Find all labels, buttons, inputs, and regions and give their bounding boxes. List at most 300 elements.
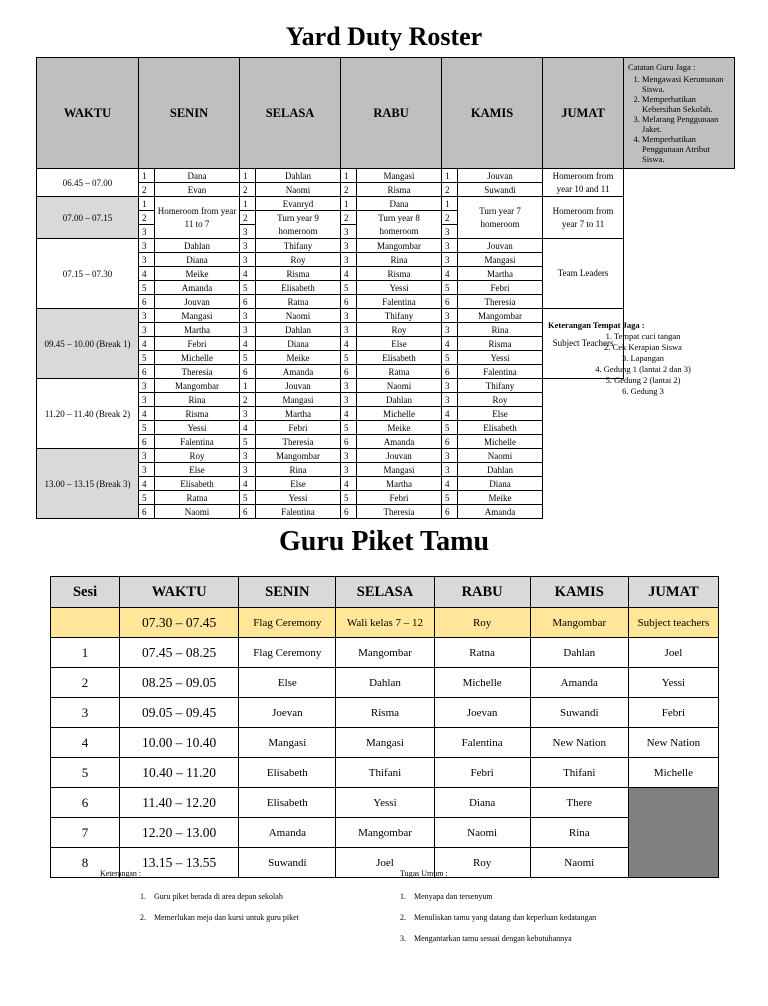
- teacher-name: Michelle: [357, 407, 442, 421]
- guest-duty-table: [50, 576, 719, 878]
- session-number: 7: [51, 818, 120, 848]
- location-number: 3: [442, 463, 458, 477]
- location-number: 1: [442, 169, 458, 183]
- location-item: 4. Gedung 1 (lantai 2 dan 3): [595, 364, 691, 374]
- guard-notes-list: [628, 74, 730, 164]
- location-number: 4: [240, 477, 256, 491]
- teacher-name: Mangasi: [357, 169, 442, 183]
- teacher-name: Dahlan: [458, 463, 543, 477]
- location-item: 1. Tempat cuci tangan: [605, 331, 681, 341]
- teacher-name: Yessi: [357, 281, 442, 295]
- teacher-name: Elisabeth: [155, 477, 240, 491]
- tugas-item: [400, 913, 596, 923]
- roster-row: [37, 183, 735, 197]
- teacher-name: Amanda: [458, 505, 543, 519]
- teacher-name: Dana: [155, 169, 240, 183]
- location-number: 2: [139, 211, 155, 225]
- teacher-name: Michelle: [458, 435, 543, 449]
- duty-teacher: Flag Ceremony: [239, 608, 336, 638]
- duty-teacher: Mangasi: [239, 728, 336, 758]
- teacher-name: Jouvan: [357, 449, 442, 463]
- teacher-name: Roy: [357, 323, 442, 337]
- location-number: 1: [240, 169, 256, 183]
- location-number: 6: [442, 435, 458, 449]
- location-number: 5: [341, 351, 357, 365]
- keterangan-item: [140, 913, 299, 923]
- teacher-name: Mangombar: [256, 449, 341, 463]
- location-number: 3: [240, 449, 256, 463]
- teacher-name: Naomi: [155, 505, 240, 519]
- session-time: 09.05 – 09.45: [120, 698, 239, 728]
- teacher-name: Martha: [155, 323, 240, 337]
- teacher-name: Jouvan: [458, 169, 543, 183]
- session-time: 07.45 – 08.25: [120, 638, 239, 668]
- duty-teacher: Michelle: [628, 758, 718, 788]
- location-number: 5: [442, 491, 458, 505]
- teacher-name: Dahlan: [256, 323, 341, 337]
- jumat-cell: Homeroom from year 10 and 11: [543, 169, 624, 197]
- header-selasa: SELASA: [240, 58, 341, 169]
- location-number: 5: [240, 491, 256, 505]
- duty-teacher: Thifani: [530, 758, 628, 788]
- teacher-name: Roy: [155, 449, 240, 463]
- duty-teacher: Suwandi: [239, 848, 336, 878]
- location-number: 3: [341, 253, 357, 267]
- item-text: Memerlukan meja dan kursi untuk guru piket: [154, 913, 299, 922]
- notes-title: Keterangan :: [100, 869, 142, 878]
- roster-row: [37, 267, 735, 281]
- tugas-item: [400, 892, 596, 902]
- location-number: 6: [341, 505, 357, 519]
- teacher-name: Turn year 7 homeroom: [458, 197, 543, 239]
- piket-header-cell: SELASA: [336, 577, 434, 608]
- location-number: 2: [240, 183, 256, 197]
- header-waktu: WAKTU: [37, 58, 139, 169]
- teacher-name: Naomi: [357, 379, 442, 393]
- location-number: 6: [139, 295, 155, 309]
- session-time: 08.25 – 09.05: [120, 668, 239, 698]
- teacher-name: Febri: [458, 281, 543, 295]
- teacher-name: Amanda: [357, 435, 442, 449]
- duty-teacher: Elisabeth: [239, 788, 336, 818]
- piket-header-cell: WAKTU: [120, 577, 239, 608]
- teacher-name: Mangombar: [357, 239, 442, 253]
- roster-time-cell: 11.20 – 11.40 (Break 2): [37, 379, 139, 449]
- teacher-name: Mangasi: [458, 253, 543, 267]
- duty-teacher: There: [530, 788, 628, 818]
- session-time: 13.15 – 13.55: [120, 848, 239, 878]
- teacher-name: Else: [155, 463, 240, 477]
- teacher-name: Risma: [458, 337, 543, 351]
- session-time: 12.20 – 13.00: [120, 818, 239, 848]
- roster-time-cell: 09.45 – 10.00 (Break 1): [37, 309, 139, 379]
- teacher-name: Dahlan: [357, 393, 442, 407]
- location-number: 3: [341, 225, 357, 239]
- location-number: 3: [139, 253, 155, 267]
- teacher-name: Meike: [357, 421, 442, 435]
- teacher-name: Ratna: [155, 491, 240, 505]
- guard-note-item: 1. Mengawasi Kerumunan Siswa.: [642, 74, 730, 94]
- teacher-name: Falentina: [357, 295, 442, 309]
- location-number: 3: [139, 463, 155, 477]
- yard-duty-roster-table: [36, 57, 735, 519]
- general-tasks-section: [400, 869, 596, 955]
- teacher-name: Amanda: [256, 365, 341, 379]
- piket-row: [51, 638, 719, 668]
- location-number: 3: [139, 309, 155, 323]
- location-number: 6: [139, 435, 155, 449]
- session-number: 1: [51, 638, 120, 668]
- location-number: 4: [442, 267, 458, 281]
- teacher-name: Yessi: [458, 351, 543, 365]
- header-senin: SENIN: [139, 58, 240, 169]
- location-number: 1: [442, 197, 458, 211]
- duty-teacher: Rina: [530, 818, 628, 848]
- duty-teacher: New Nation: [530, 728, 628, 758]
- teacher-name: Mangombar: [155, 379, 240, 393]
- location-number: 1: [139, 169, 155, 183]
- location-number: 5: [341, 421, 357, 435]
- location-number: 3: [139, 393, 155, 407]
- teacher-name: Diana: [256, 337, 341, 351]
- teacher-name: Suwandi: [458, 183, 543, 197]
- location-number: 2: [442, 183, 458, 197]
- tugas-item: [400, 934, 596, 944]
- teacher-name: Evan: [155, 183, 240, 197]
- location-number: 2: [139, 183, 155, 197]
- notes-section: [100, 869, 299, 934]
- location-number: 4: [442, 337, 458, 351]
- location-number: 5: [240, 281, 256, 295]
- teacher-name: Mangasi: [256, 393, 341, 407]
- teacher-name: Mangombar: [458, 309, 543, 323]
- roster-row: [37, 239, 735, 253]
- location-number: 3: [442, 309, 458, 323]
- location-number: 3: [341, 323, 357, 337]
- location-number: 2: [341, 183, 357, 197]
- location-item: 5. Gedung 2 (lantai 2): [605, 375, 681, 385]
- item-text: Menyapa dan tersenyum: [414, 892, 493, 901]
- teacher-name: Meike: [155, 267, 240, 281]
- location-number: 5: [240, 351, 256, 365]
- item-number: 1.: [140, 892, 146, 901]
- duty-teacher: Flag Ceremony: [239, 638, 336, 668]
- location-number: 2: [240, 393, 256, 407]
- location-number: 1: [240, 379, 256, 393]
- location-number: 6: [240, 505, 256, 519]
- teacher-name: Theresia: [458, 295, 543, 309]
- location-number: 3: [240, 253, 256, 267]
- teacher-name: Theresia: [155, 365, 240, 379]
- duty-teacher: Febri: [434, 758, 530, 788]
- session-time: 10.40 – 11.20: [120, 758, 239, 788]
- session-number: 3: [51, 698, 120, 728]
- duty-teacher: Mangombar: [336, 818, 434, 848]
- duty-teacher: Amanda: [239, 818, 336, 848]
- blocked-cell: [628, 788, 718, 878]
- piket-header-row: [51, 577, 719, 608]
- location-number: 4: [341, 267, 357, 281]
- location-number: 6: [139, 505, 155, 519]
- empty-cell: [624, 449, 735, 519]
- empty-cell: [543, 449, 624, 519]
- location-number: 3: [442, 393, 458, 407]
- location-number: 4: [442, 477, 458, 491]
- location-number: 5: [240, 435, 256, 449]
- teacher-name: Febri: [155, 337, 240, 351]
- location-number: 1: [341, 169, 357, 183]
- location-number: 1: [240, 197, 256, 211]
- teacher-name: Turn year 9 homeroom: [256, 211, 341, 239]
- location-number: 3: [139, 239, 155, 253]
- teacher-name: Roy: [458, 393, 543, 407]
- duty-teacher: Wali kelas 7 – 12: [336, 608, 434, 638]
- location-number: 4: [139, 267, 155, 281]
- location-number: 3: [341, 309, 357, 323]
- keterangan-item: [140, 892, 299, 902]
- duty-teacher: New Nation: [628, 728, 718, 758]
- teacher-name: Diana: [458, 477, 543, 491]
- location-number: 3: [341, 239, 357, 253]
- piket-row: [51, 758, 719, 788]
- teacher-name: Risma: [357, 267, 442, 281]
- guard-notes: [624, 58, 735, 169]
- teacher-name: Febri: [357, 491, 442, 505]
- teacher-name: Rina: [458, 323, 543, 337]
- location-number: 3: [240, 225, 256, 239]
- teacher-name: Mangasi: [155, 309, 240, 323]
- item-number: 3.: [400, 934, 406, 943]
- guard-note-item: 3. Melarang Penggunaan Jaket.: [642, 114, 730, 134]
- location-number: 4: [139, 407, 155, 421]
- roster-time-cell: 07.00 – 07.15: [37, 197, 139, 239]
- location-number: 3: [341, 379, 357, 393]
- duty-teacher: Naomi: [530, 848, 628, 878]
- location-number: 3: [139, 323, 155, 337]
- duty-teacher: Else: [239, 668, 336, 698]
- teacher-name: Martha: [357, 477, 442, 491]
- duty-teacher: Joevan: [434, 698, 530, 728]
- location-number: 5: [139, 281, 155, 295]
- piket-row: [51, 788, 719, 818]
- location-number: 5: [442, 421, 458, 435]
- piket-header-cell: RABU: [434, 577, 530, 608]
- piket-row: [51, 698, 719, 728]
- location-number: 3: [442, 253, 458, 267]
- piket-header-cell: JUMAT: [628, 577, 718, 608]
- jumat-cell: Team Leaders: [543, 239, 624, 309]
- roster-header-row: [37, 58, 735, 169]
- jumat-cell: Homeroom from year 7 to 11: [543, 197, 624, 239]
- location-number: 5: [139, 491, 155, 505]
- guard-note-item: 4. Memperhatikan Penggunaan Atribut Siswa.: [642, 134, 730, 164]
- teacher-name: Evanryd: [256, 197, 341, 211]
- duty-teacher: Amanda: [530, 668, 628, 698]
- location-number: 2: [442, 211, 458, 225]
- location-number: 6: [240, 295, 256, 309]
- location-number: 3: [341, 463, 357, 477]
- header-kamis: KAMIS: [442, 58, 543, 169]
- piket-title: Guru Piket Tamu: [278, 526, 490, 557]
- duty-teacher: Joel: [336, 848, 434, 878]
- teacher-name: Rina: [155, 393, 240, 407]
- location-number: 1: [341, 197, 357, 211]
- location-number: 4: [139, 477, 155, 491]
- notes-list: [100, 892, 299, 923]
- session-time: 11.40 – 12.20: [120, 788, 239, 818]
- teacher-name: Martha: [458, 267, 543, 281]
- duty-teacher: Diana: [434, 788, 530, 818]
- location-item: 2. Cek Kerapian Siswa: [604, 342, 682, 352]
- teacher-name: Theresia: [256, 435, 341, 449]
- location-legend: [548, 320, 738, 397]
- duty-teacher: Joel: [628, 638, 718, 668]
- teacher-name: Turn year 8 homeroom: [357, 211, 442, 239]
- location-number: 5: [341, 491, 357, 505]
- piket-row: [51, 608, 719, 638]
- teacher-name: Meike: [256, 351, 341, 365]
- guard-notes-title: Catatan Guru Jaga :: [628, 62, 696, 72]
- session-number: 8: [51, 848, 120, 878]
- session-number: 6: [51, 788, 120, 818]
- location-number: 4: [240, 421, 256, 435]
- location-number: 3: [442, 323, 458, 337]
- duty-teacher: Subject teachers: [628, 608, 718, 638]
- teacher-name: Homeroom from year 11 to 7: [155, 197, 240, 239]
- session-time: 07.30 – 07.45: [120, 608, 239, 638]
- location-number: 4: [341, 337, 357, 351]
- location-number: 3: [139, 225, 155, 239]
- location-number: 6: [442, 505, 458, 519]
- session-number: 4: [51, 728, 120, 758]
- teacher-name: Rina: [357, 253, 442, 267]
- location-number: 2: [341, 211, 357, 225]
- teacher-name: Mangasi: [357, 463, 442, 477]
- roster-row: [37, 295, 735, 309]
- piket-row: [51, 668, 719, 698]
- location-legend-title: Keterangan Tempat Jaga :: [548, 320, 645, 330]
- location-number: 6: [139, 365, 155, 379]
- teacher-name: Elisabeth: [458, 421, 543, 435]
- roster-row: [37, 281, 735, 295]
- teacher-name: Risma: [256, 267, 341, 281]
- roster-row: [37, 169, 735, 183]
- piket-header-cell: SENIN: [239, 577, 336, 608]
- teacher-name: Else: [256, 477, 341, 491]
- teacher-name: Dahlan: [256, 169, 341, 183]
- location-number: 3: [442, 239, 458, 253]
- teacher-name: Else: [357, 337, 442, 351]
- teacher-name: Theresia: [357, 505, 442, 519]
- location-number: 6: [442, 365, 458, 379]
- location-number: 4: [240, 337, 256, 351]
- duty-teacher: Thifani: [336, 758, 434, 788]
- piket-row: [51, 728, 719, 758]
- teacher-name: Falentina: [458, 365, 543, 379]
- teacher-name: Ratna: [357, 365, 442, 379]
- teacher-name: Elisabeth: [357, 351, 442, 365]
- duty-teacher: Yessi: [628, 668, 718, 698]
- teacher-name: Martha: [256, 407, 341, 421]
- piket-row: [51, 818, 719, 848]
- location-number: 5: [442, 351, 458, 365]
- teacher-name: Jouvan: [256, 379, 341, 393]
- teacher-name: Naomi: [458, 449, 543, 463]
- general-tasks-list: [400, 892, 596, 944]
- header-rabu: RABU: [341, 58, 442, 169]
- roster-time-cell: 07.15 – 07.30: [37, 239, 139, 309]
- duty-teacher: Suwandi: [530, 698, 628, 728]
- location-number: 6: [240, 365, 256, 379]
- teacher-name: Yessi: [256, 491, 341, 505]
- teacher-name: Amanda: [155, 281, 240, 295]
- location-number: 3: [341, 393, 357, 407]
- item-number: 2.: [140, 913, 146, 922]
- location-number: 4: [341, 407, 357, 421]
- location-number: 3: [442, 225, 458, 239]
- teacher-name: Else: [458, 407, 543, 421]
- general-tasks-title: Tugas Umum :: [400, 869, 448, 878]
- teacher-name: Thifany: [256, 239, 341, 253]
- piket-header-cell: KAMIS: [530, 577, 628, 608]
- teacher-name: Thifany: [458, 379, 543, 393]
- teacher-name: Ratna: [256, 295, 341, 309]
- teacher-name: Thifany: [357, 309, 442, 323]
- roster-row: [37, 197, 735, 211]
- teacher-name: Falentina: [155, 435, 240, 449]
- location-number: 6: [442, 295, 458, 309]
- duty-teacher: Mangombar: [530, 608, 628, 638]
- teacher-name: Naomi: [256, 183, 341, 197]
- duty-teacher: Roy: [434, 608, 530, 638]
- roster-row: [37, 449, 735, 463]
- duty-teacher: Febri: [628, 698, 718, 728]
- location-number: 3: [240, 239, 256, 253]
- session-number: 2: [51, 668, 120, 698]
- location-number: 3: [139, 379, 155, 393]
- duty-teacher: Risma: [336, 698, 434, 728]
- teacher-name: Dahlan: [155, 239, 240, 253]
- duty-teacher: Naomi: [434, 818, 530, 848]
- roster-row: [37, 211, 735, 225]
- duty-teacher: Joevan: [239, 698, 336, 728]
- location-number: 6: [341, 435, 357, 449]
- item-text: Mengantarkan tamu sesuai dengan kebutuhannya: [414, 934, 572, 943]
- teacher-name: Naomi: [256, 309, 341, 323]
- duty-teacher: Michelle: [434, 668, 530, 698]
- location-number: 3: [240, 323, 256, 337]
- location-number: 6: [341, 295, 357, 309]
- teacher-name: Elisabeth: [256, 281, 341, 295]
- duty-teacher: Dahlan: [336, 668, 434, 698]
- location-number: 4: [442, 407, 458, 421]
- location-number: 3: [240, 463, 256, 477]
- location-number: 4: [341, 477, 357, 491]
- duty-teacher: Yessi: [336, 788, 434, 818]
- teacher-name: Yessi: [155, 421, 240, 435]
- location-number: 3: [341, 449, 357, 463]
- location-number: 4: [240, 267, 256, 281]
- session-number: 5: [51, 758, 120, 788]
- duty-teacher: Ratna: [434, 638, 530, 668]
- teacher-name: Rina: [256, 463, 341, 477]
- roster-title: Yard Duty Roster: [285, 22, 483, 51]
- teacher-name: Risma: [155, 407, 240, 421]
- location-number: 2: [240, 211, 256, 225]
- item-number: 2.: [400, 913, 406, 922]
- teacher-name: Meike: [458, 491, 543, 505]
- session-number: [51, 608, 120, 638]
